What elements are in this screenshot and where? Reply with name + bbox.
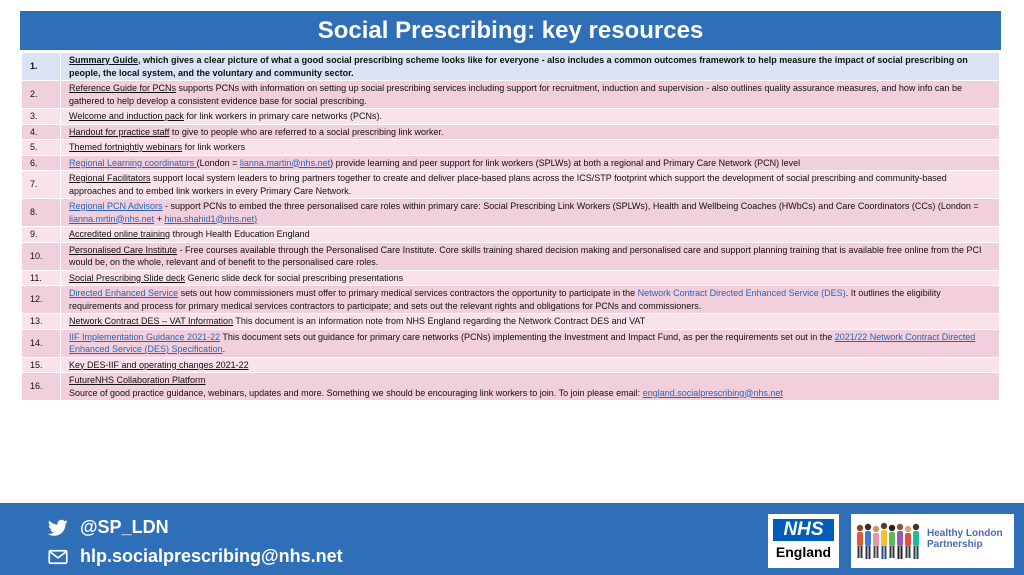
table-row	[22, 199, 1000, 227]
table-row	[22, 373, 1000, 401]
resource-link[interactable]: Key DES-IIF and operating changes 2021-22	[69, 359, 249, 370]
row-number: 3.	[22, 109, 61, 125]
row-number: 1.	[22, 53, 61, 81]
row-text: supports PCNs with information on setting up social prescribing services including support for recruitment, induction and supervision - also outlines quality assurance measures, and how info can be gathered to help develop a consistent evidence base for social prescribing.	[69, 83, 962, 106]
row-number: 16.	[22, 373, 61, 401]
resource-link[interactable]: Regional PCN Advisors	[69, 201, 163, 211]
row-text: Network Contract Directed Enhanced Service (DES)	[637, 288, 846, 298]
resource-link[interactable]: Directed Enhanced Service	[69, 288, 179, 298]
resource-link[interactable]: Regional Facilitators	[69, 173, 151, 183]
row-number: 12.	[22, 286, 61, 314]
row-description	[61, 373, 1000, 401]
row-text: - support PCNs to embed the three personalised care roles within primary care: Social Prescribing Link Workers (SPLWs), Health and Wellbeing Coaches (HWbCs) and Care Coordinators (CCs) (London =	[162, 201, 979, 211]
resource-link[interactable]: lianna.martin@nhs.net	[239, 157, 331, 168]
row-text: to give to people who are referred to a social prescribing link worker.	[169, 126, 444, 137]
row-text: +	[154, 213, 165, 224]
row-text: , which gives a clear picture of what a good social prescribing scheme looks like for everyone - also includes a common outcomes framework to help measure the impact of social prescribing on people, the local system, and the voluntary and community sector.	[69, 55, 968, 78]
row-text: Source of good practice guidance, webinars, updates and more. Something we should be encouraging link workers to join. To join please email:	[69, 387, 643, 398]
resource-link[interactable]: Personalised Care Institute	[69, 244, 178, 255]
row-text: through Health Education England	[170, 229, 310, 239]
resource-link[interactable]: Summary Guide	[69, 55, 139, 65]
row-number: 10.	[22, 242, 61, 270]
row-text: ) provide learning and peer support for link workers (SPLWs) at both a regional and Primary Care Network (PCN) level	[330, 157, 801, 168]
row-number: 11.	[22, 270, 61, 286]
table-row	[22, 242, 1000, 270]
table-row	[22, 270, 1000, 286]
resource-link[interactable]: FutureNHS Collaboration Platform	[69, 375, 206, 385]
page-title: Social Prescribing: key resources	[20, 11, 1001, 50]
resource-link[interactable]: IIF Implementation Guidance 2021-22	[69, 331, 221, 342]
row-description	[61, 286, 1000, 314]
twitter-handle-text: @SP_LDN	[80, 517, 169, 537]
row-number: 2.	[22, 81, 61, 109]
row-description	[61, 171, 1000, 199]
table-row	[22, 357, 1000, 373]
table-row	[22, 171, 1000, 199]
resource-link[interactable]: Regional Learning coordinators	[69, 157, 197, 168]
row-description	[61, 357, 1000, 373]
table-row	[22, 155, 1000, 171]
row-number: 13.	[22, 314, 61, 330]
twitter-handle[interactable]	[48, 517, 169, 538]
resource-link[interactable]: Themed fortnightly webinars	[69, 142, 183, 152]
table-row	[22, 124, 1000, 140]
row-text: for link workers	[182, 142, 246, 152]
row-number: 8.	[22, 199, 61, 227]
resource-link[interactable]: 2021/22 Network Contract Directed Enhanced Service (DES) Specification	[69, 331, 976, 354]
table-row	[22, 329, 1000, 357]
table-row	[22, 314, 1000, 330]
row-number: 4.	[22, 124, 61, 140]
row-text: - Free courses available through the Personalised Care Institute. Core skills training shared decision making and personalised care and support planning training that is available free online from the PCI would be, on the whole, relevant and of benefit to the personalised care roles.	[69, 244, 982, 267]
row-number: 7.	[22, 171, 61, 199]
row-text: .	[222, 344, 226, 354]
resource-link[interactable]: Accredited online training	[69, 229, 171, 239]
row-number: 5.	[22, 140, 61, 156]
resource-link[interactable]: Welcome and induction pack	[69, 111, 184, 121]
row-text: This document is an information note from NHS England regarding the Network Contract DES and VAT	[233, 316, 646, 326]
resource-link[interactable]: hina.shahid1@nhs.net)	[164, 213, 258, 224]
nhs-logo-mark: NHS	[773, 519, 834, 541]
row-number: 9.	[22, 227, 61, 243]
resource-link[interactable]: Handout for practice staff	[69, 126, 170, 137]
row-description	[61, 53, 1000, 81]
row-description	[61, 109, 1000, 125]
row-description	[61, 270, 1000, 286]
resource-link[interactable]: Reference Guide for PCNs	[69, 83, 177, 93]
resource-link[interactable]: Social Prescribing Slide deck	[69, 272, 186, 283]
contact-email-text: hlp.socialprescribing@nhs.net	[80, 546, 343, 566]
row-description	[61, 155, 1000, 171]
table-row	[22, 227, 1000, 243]
row-text: . It outlines the eligibility requirements and process for primary medical services contractors to participate; and sets out the relevant rights and obligations for PCNs and commissioners.	[69, 288, 941, 311]
resources-table	[21, 52, 1000, 401]
table-row	[22, 286, 1000, 314]
nhs-logo-region: England	[775, 544, 832, 560]
row-text: for link workers in primary care networks (PCNs).	[183, 111, 382, 121]
table-row	[22, 140, 1000, 156]
row-description	[61, 314, 1000, 330]
resource-link[interactable]: lianna.mrtin@nhs.net	[69, 213, 155, 224]
table-row	[22, 109, 1000, 125]
row-description	[61, 124, 1000, 140]
envelope-icon	[48, 548, 68, 566]
row-number: 6.	[22, 155, 61, 171]
table-row	[22, 53, 1000, 81]
contact-email[interactable]	[48, 546, 343, 567]
row-text: Generic slide deck for social prescribing presentations	[185, 272, 404, 283]
twitter-bird-icon	[48, 519, 68, 537]
resource-link[interactable]: england.socialprescribing@nhs.net	[642, 387, 783, 398]
row-text: sets out how commissioners must offer to primary medical services contractors the opportunity to participate in the	[178, 288, 638, 298]
row-text: support local system leaders to bring partners together to create and deliver place-based plans across the ICS/STP footprint which support the development of social prescribing and community-based approaches and to embed link workers in every Primary Care Network.	[69, 173, 947, 196]
row-description	[61, 140, 1000, 156]
row-description	[61, 227, 1000, 243]
resource-link[interactable]: Network Contract DES – VAT Information	[69, 316, 234, 326]
row-number: 14.	[22, 329, 61, 357]
table-row	[22, 81, 1000, 109]
people-group-icon	[854, 518, 926, 564]
row-description	[61, 329, 1000, 357]
row-text: This document sets out guidance for primary care networks (PCNs) implementing the Investment and Impact Fund, as per the requirements set out in the	[220, 331, 835, 342]
row-description	[61, 242, 1000, 270]
row-number: 15.	[22, 357, 61, 373]
healthy-london-partnership-logo	[851, 514, 1014, 568]
nhs-england-logo	[768, 514, 839, 568]
row-description	[61, 81, 1000, 109]
row-text: (London =	[196, 157, 240, 168]
row-description	[61, 199, 1000, 227]
partner-name: Healthy London Partnership	[927, 528, 1003, 550]
footer	[0, 503, 1024, 575]
